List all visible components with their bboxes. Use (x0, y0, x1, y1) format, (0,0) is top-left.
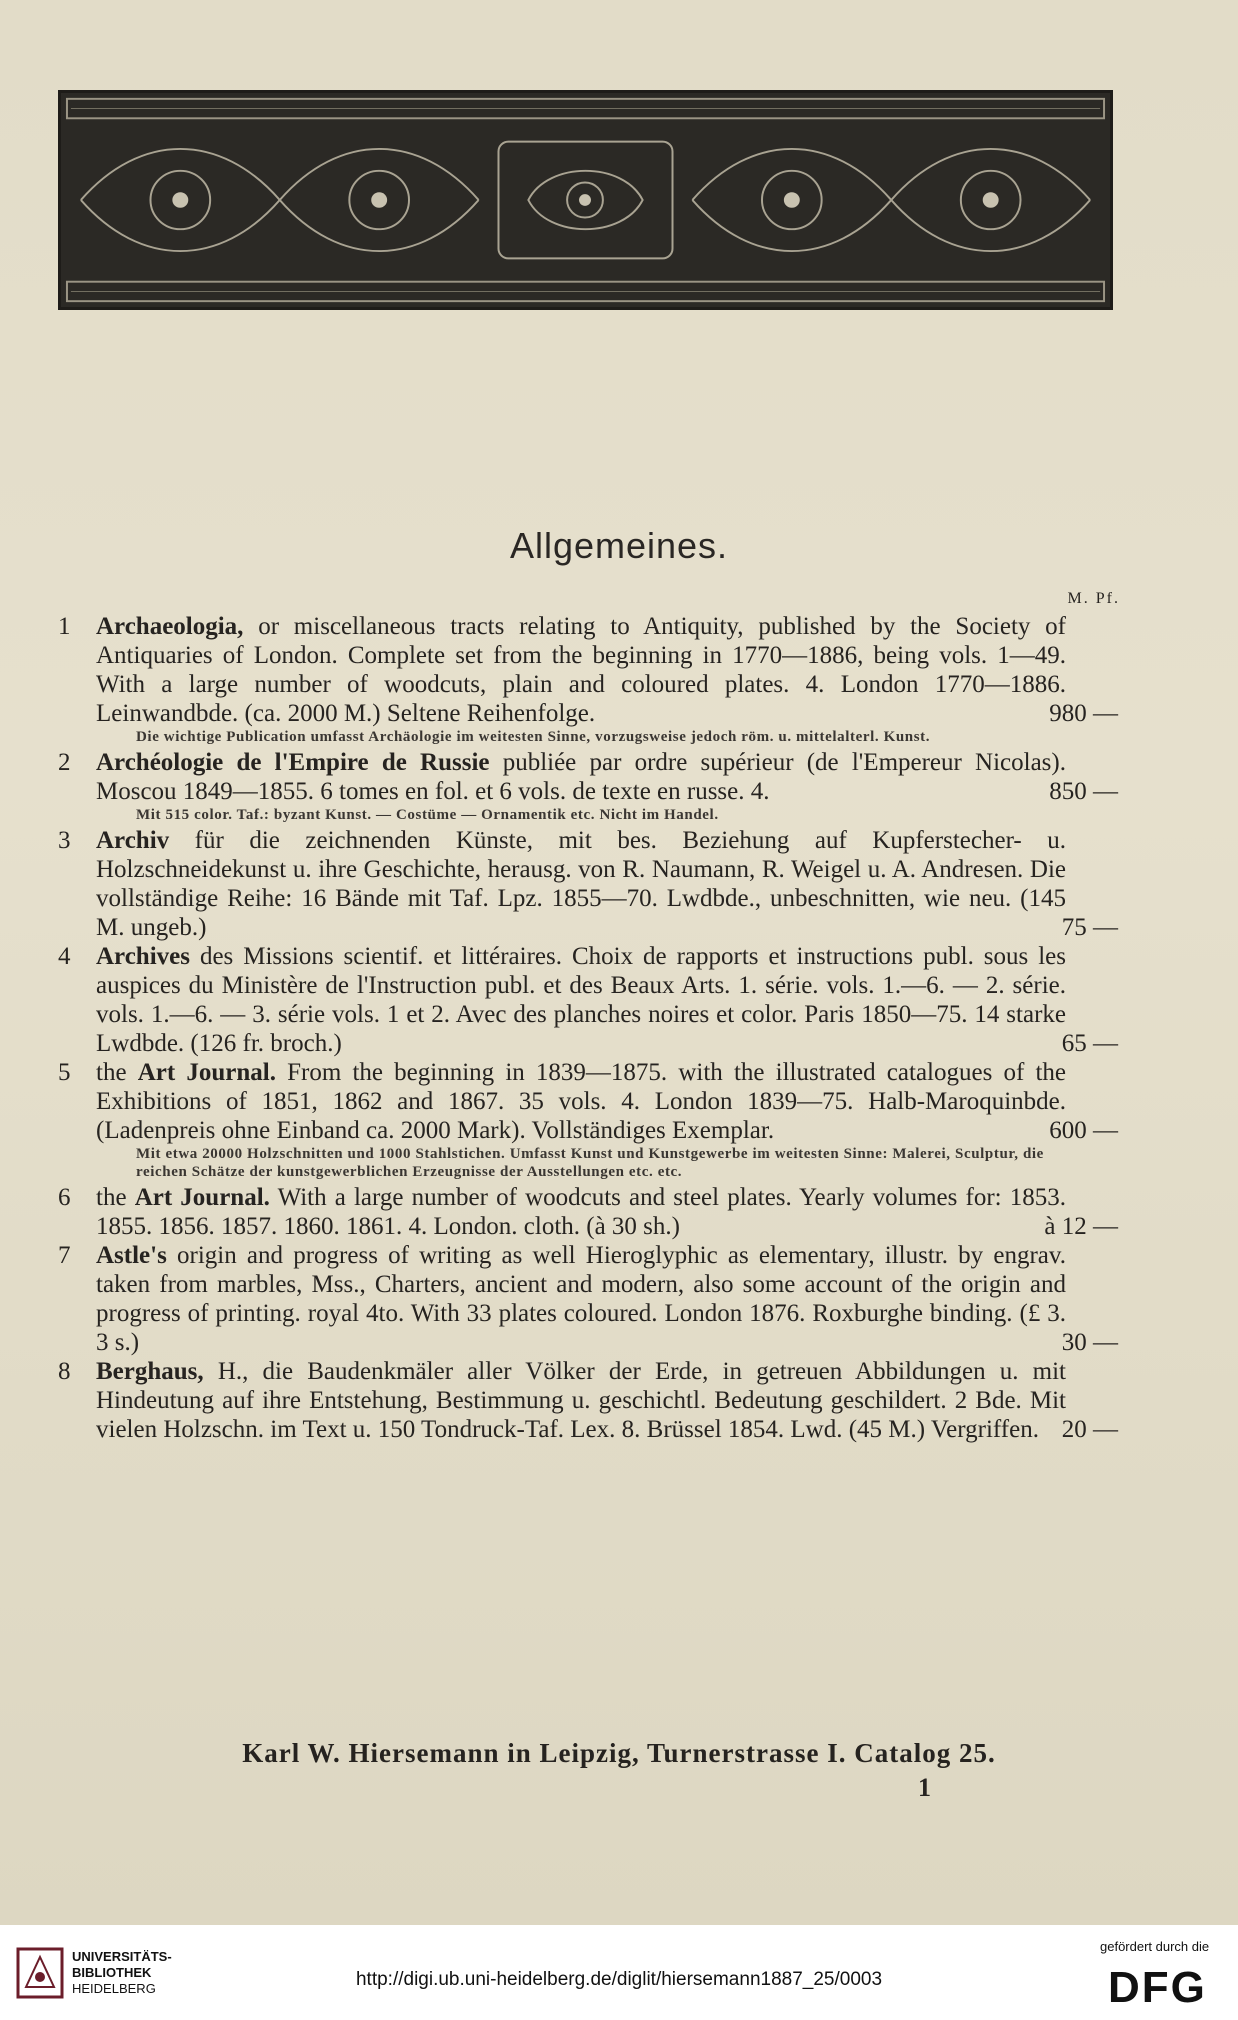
entry-text: origin and progress of writing as well Hieroglyphic as elementary, illustr. by engrav. taken from marbles, Mss., Charters, ancient and modern, also some account of the origin and progress of printing. royal 4to. With 33 plates coloured. London 1876. Roxburghe binding. (£ 3. 3 s.) (96, 1242, 1066, 1356)
entry-description (96, 1183, 1066, 1241)
dfg-logo: DFG (1108, 1963, 1207, 2012)
catalog-entry (58, 1357, 1118, 1444)
entry-title: Berghaus, (96, 1358, 204, 1385)
publisher-footer: Karl W. Hiersemann in Leipzig, Turnerstrasse I. Catalog 25. (242, 1738, 996, 1768)
catalog-entry (58, 612, 1118, 728)
page-number: 1 (918, 1773, 931, 1802)
entry-text: H., die Baudenkmäler aller Völker der Erde, in getreuen Abbildungen u. mit Hindeutung auf ihre Entstehung, Bestimmung u. geschichtl. Bedeutung geschildert. 2 Bde. Mit vielen Holzschn. im Text u. 150 Tondruck-Taf. Lex. 8. Brüssel 1854. Lwd. (45 M.) Vergriffen. (96, 1358, 1066, 1443)
entry-text: From the beginning in 1839—1875. with the illustrated catalogues of the Exhibitions of 1851, 1862 and 1867. 35 vols. 4. London 1839—75. Halb-Maroquinbde. (Ladenpreis ohne Einband ca. 2000 Mark). Vollständiges Exemplar. (96, 1059, 1067, 1144)
catalog-entry (58, 1058, 1118, 1145)
catalog-entry (58, 1183, 1118, 1241)
catalog-entry (58, 826, 1118, 942)
entry-text: publiée par ordre supérieur (de l'Empereur Nicolas). Moscou 1849—1855. 6 tomes en fol. et 6 vols. de texte en russe. 4. (96, 749, 1066, 805)
catalog-entry (58, 1241, 1118, 1357)
entry-number: 7 (58, 1242, 71, 1269)
entry-price: 600 — (1049, 1117, 1118, 1144)
entry-price: à 12 — (1044, 1213, 1118, 1240)
funding-caption: gefördert durch die (1100, 1939, 1210, 1954)
entry-note: Die wichtige Publication umfasst Archäologie im weitesten Sinne, vorzugsweise jedoch röm. u. mittelalterl. Kunst. (136, 729, 931, 745)
entry-text: With a large number of woodcuts and steel plates. Yearly volumes for: 1853. 1855. 1856. 1857. 1860. 1861. 4. London. cloth. (à 30 sh.) (96, 1184, 1066, 1240)
entry-title: Archaeologia, (96, 613, 244, 640)
catalog-entry (58, 942, 1118, 1058)
entry-prefix: the (96, 1059, 138, 1086)
source-url[interactable]: http://digi.ub.uni-heidelberg.de/diglit/hiersemann1887_25/0003 (355, 1969, 883, 1990)
catalog-entry (58, 748, 1118, 806)
entry-price: 30 — (1061, 1329, 1118, 1356)
entry-price: 75 — (1061, 914, 1118, 941)
entry-number: 5 (58, 1059, 71, 1086)
entry-number: 4 (58, 943, 71, 970)
ornament-pattern (61, 93, 1110, 307)
entry-number: 6 (58, 1184, 71, 1211)
entry-note: Mit etwa 20000 Holzschnitten und 1000 Stahlstichen. Umfasst Kunst und Kunstgewerbe im weitesten Sinne: Malerei, Sculptur, die reichen Schätze der kunstgewerblichen Erzeugnisse der Ausstellungen etc. etc. (136, 1146, 1044, 1180)
library-line-3: HEIDELBERG (72, 1981, 156, 1996)
entry-title: Art Journal. (137, 1059, 276, 1086)
library-line-1: UNIVERSITÄTS- (72, 1949, 172, 1964)
entry-number: 2 (58, 749, 71, 776)
entry-description (96, 942, 1066, 1058)
entry-price: 65 — (1061, 1030, 1118, 1057)
entry-number: 3 (58, 827, 71, 854)
entry-number: 8 (58, 1358, 71, 1385)
entry-text: für die zeichnenden Künste, mit bes. Beziehung auf Kupferstecher- u. Holzschneidekunst u. ihre Geschichte, herausg. von R. Naumann, R. Weigel u. A. Andresen. Die vollständige Reihe: 16 Bände mit Taf. Lpz. 1855—70. Lwdbde., unbeschnitten, wie neu. (145 M. ungeb.) (96, 827, 1066, 941)
entry-description (96, 1241, 1066, 1357)
entry-description (96, 1357, 1066, 1444)
entry-description (96, 612, 1066, 728)
ornamental-header-banner (58, 90, 1113, 310)
entry-description (96, 826, 1066, 942)
currency-column-header: M. Pf. (1067, 590, 1120, 607)
entry-price: 980 — (1049, 700, 1118, 727)
entry-text: des Missions scientif. et littéraires. Choix de rapports et instructions publ. sous les auspices du Ministère de l'Instruction publ. et des Beaux Arts. 1. série. vols. 1.—6. — 2. série. vols. 1.—6. — 3. série vols. 1 et 2. Avec des planches noires et color. Paris 1850—75. 14 starke Lwdbde. (126 fr. broch.) (96, 943, 1066, 1057)
entry-title: Archiv (96, 827, 170, 854)
section-title: Allgemeines. (509, 525, 729, 566)
entry-title: Archives (96, 943, 190, 970)
digitization-footer (0, 1925, 1238, 2020)
entry-title: Astle's (96, 1242, 167, 1269)
entry-price: 20 — (1061, 1416, 1118, 1443)
entry-note: Mit 515 color. Taf.: byzant Kunst. — Costüme — Ornamentik etc. Nicht im Handel. (136, 807, 719, 823)
entry-price: 850 — (1049, 778, 1118, 805)
entry-description (96, 1058, 1066, 1145)
entry-text: or miscellaneous tracts relating to Antiquity, published by the Society of Antiquaries of London. Complete set from the beginning in 1770—1886, being vols. 1—49. With a large number of woodcuts, plain and coloured plates. 4. London 1770—1886. Leinwandbde. (ca. 2000 M.) Seltene Reihenfolge. (96, 613, 1066, 727)
catalog-entry-list (58, 612, 1118, 1444)
entry-title: Art Journal. (134, 1184, 270, 1211)
entry-title: Archéologie de l'Empire de Russie (96, 749, 490, 776)
library-line-2: BIBLIOTHEK (72, 1965, 152, 1980)
entry-prefix: the (96, 1184, 135, 1211)
entry-description (96, 748, 1066, 806)
entry-number: 1 (58, 613, 71, 640)
